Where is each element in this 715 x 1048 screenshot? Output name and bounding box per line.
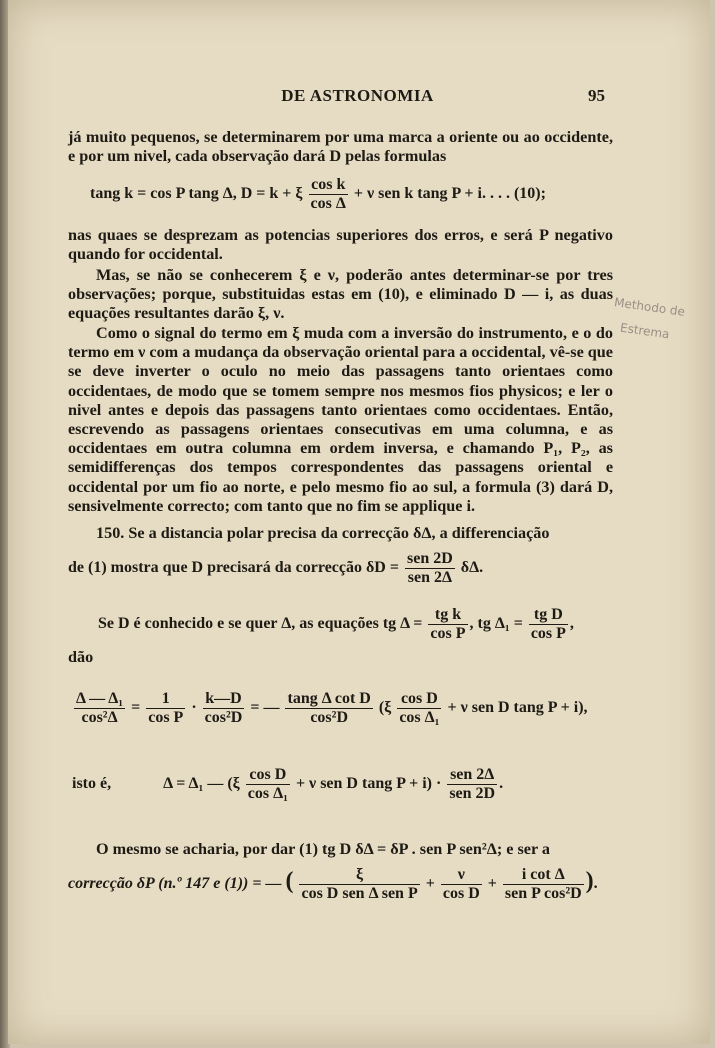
big-e-den: cos Δ₁ [399,709,440,726]
tg-fraction-2 [529,606,568,643]
paragraph-4: Como o signal do termo em ξ muda com a inversão do instrumento, e o do termo em ν com a mudança da observação oriental para a occidental, vê-se que se deve inverter o oculo no meio das passagens tanto orientaes como occidentaes, de modo que se tomem sempre nos mesmos fios physicos; e ler o nivel antes e depois das passagens tanto orientaes como occidentaes. Então, escrevendo as passagens orientaes consecutivas em uma columna, e as occidentaes em outra columna em ordem inversa, e chamando P₁, P₂, as semidifferenças dos tempos correspondentes das passagens oriental e occidental por um fio ao norte, e pelo mesmo fio ao sul, a formula (3) dará D, sensivelmente correcto; com tanto que no fim se applique i. [68,324,613,515]
big-frac-d [285,690,372,727]
isto-frac-1 [246,766,290,803]
eq10-fraction [309,176,348,213]
big-d-num: tang Δ cot D [287,690,371,707]
corr-num-3: i cot Δ [503,866,584,885]
isto-den-1: cos Δ₁ [247,785,288,802]
paragraph-150-text: Se a distancia polar precisa da correcção δΔ, a differenciação [128,524,550,542]
isto-left: Δ = Δ₁ — (ξ [163,775,240,793]
big-b-num: 1 [146,690,185,709]
paragraph-150 [68,524,613,543]
tg-tail: , [569,615,574,633]
isto-mid: + ν sen D tang P + i) · [295,775,442,793]
section-number-150: 150. [96,524,125,542]
margin-note-1: Methodo de [613,295,686,319]
corr-frac-2 [441,866,482,903]
dD-lead: de (1) mostra que D precisará da correcção δD = [68,559,399,577]
paragraph-2: nas quaes se desprezam as potencias superiores dos erros, e será P negativo quando for occidental. [68,226,613,264]
big-frac-e [397,690,441,727]
tg-numerator-2: tg D [529,606,568,625]
corr-num-2: ν [441,866,482,885]
eq10-left: tang k = cos P tang Δ, D = k + ξ [90,185,303,203]
eq10-denominator: cos Δ [310,195,346,212]
big-b-den: cos P [148,709,184,726]
corr-frac-3 [503,866,584,903]
big-frac-b [146,690,185,727]
big-c-num: k—D [203,690,245,709]
big-a-den: cos²Δ [81,709,118,726]
tg-mid: , tg Δ₁ = [469,615,523,633]
word-dao: dão [68,648,94,666]
running-header: DE ASTRONOMIA [281,86,434,105]
big-c-den: cos²D [204,709,243,726]
big-frac-c [203,690,245,727]
tg-numerator-1: tg k [428,606,467,625]
equation-correction-dP: correcção δP (n.º 147 e (1)) = — ( $\frac{\xi}{\text{cos D sen Δ sen P}}$ + $\frac{\nu}{\text{cos D}}$ + $\frac{\text{i cot Δ}}{\text{sen P cos²D}}$ ). [68,866,598,902]
paragraph-8: O mesmo se acharia, por dar (1) tg D δΔ = δP . sen P sen²Δ; e ser a [96,840,551,858]
eq10-numerator: cos k [309,176,348,195]
isto-frac-2 [447,766,497,803]
big-e-num: cos D [397,690,441,709]
corr-frac-1 [299,866,419,903]
big-d-den: cos²D [310,709,348,726]
tg-denominator-2: cos P [530,625,566,642]
tg-lead: Se D é conhecido e se quer Δ, as equações tg Δ = [98,615,423,633]
isto-den-2: sen 2D [449,785,496,802]
equation-difference: $\frac{\text{Δ — Δ₁}}{\text{cos²Δ}}$ = $\frac{1}{\text{cos P}}$ · $\frac{k—D}{\text{cos²D}}$ = — $\frac{\text{tang Δ cot D}}{\text{cos²D}}$ (ξ $\frac{\text{cos D}}{\text{cos Δ₁}}$ + ν sen D tang P + i), [76,690,588,726]
paragraph-3: Mas, se não se conhecerem ξ e ν, poderão antes determinar-se por tres observações; porque, substituidas estas em (10), e eliminado D — i, as duas equações resultantes darão ξ, ν. [68,266,613,323]
tg-denominator-1: cos P [430,625,466,642]
isto-num-1: cos D [246,766,290,785]
big-tail: + ν sen D tang P + i), [447,699,588,717]
big-a-num: Δ — Δ₁ [76,690,124,707]
isto-num-2: sen 2Δ [447,766,497,785]
page-number: 95 [588,86,605,105]
paragraph-1: já muito pequenos, se determinarem por uma marca a oriente ou ao occidente, e por um nivel, cada observação dará D pelas formulas [68,128,613,166]
dD-fraction [405,550,455,587]
big-frac-a [74,690,125,727]
corr-den-1: cos D sen Δ sen P [301,885,418,902]
corr-den-3: sen P cos²D [504,885,582,902]
equation-tg-delta [98,606,574,643]
equation-10 [90,176,546,213]
isto-label: isto é, [72,775,112,793]
dD-numerator: sen 2D [406,550,453,567]
tg-fraction-1 [428,606,467,643]
margin-note-2: Estrema [619,320,671,342]
correction-lead: correcção δP (n.º 147 e (1)) = — [68,875,282,893]
corr-den-2: cos D [442,885,480,902]
equation-dD [68,550,483,587]
eq10-right: + ν sen k tang P + i. . . . (10); [353,185,546,203]
corr-num-1: ξ [299,866,419,885]
equation-isto: isto é, Δ = Δ₁ — (ξ $\frac{\text{cos D}}{\text{cos Δ₁}}$ + ν sen D tang P + i) · $\frac{\text{sen 2Δ}}{\text{sen 2D}}$ . [72,766,504,802]
dD-denominator: sen 2Δ [407,569,452,586]
dD-tail: δΔ. [460,559,484,577]
